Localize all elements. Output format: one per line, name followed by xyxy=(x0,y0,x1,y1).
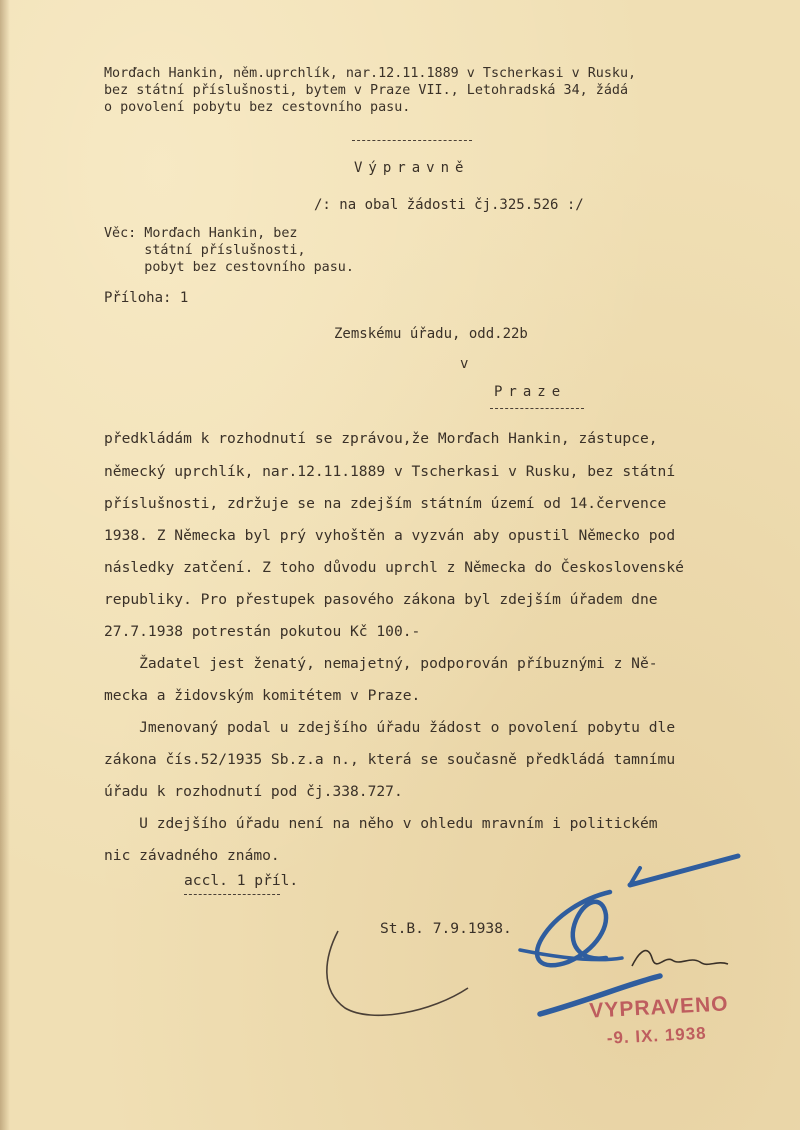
body-line: předkládám k rozhodnutí se zprávou,že Morďach Hankin, zástupce, xyxy=(104,430,658,447)
expedition-label: Výpravně xyxy=(354,160,470,176)
expedited-stamp xyxy=(589,992,731,1049)
official-signature xyxy=(632,951,728,966)
attachment-count: Příloha: 1 xyxy=(104,290,189,306)
body-line: U zdejšího úřadu není na něho v ohledu mravním i politickém xyxy=(104,815,658,832)
enclosure-note: accl. 1 příl. xyxy=(184,872,299,889)
header-line: o povolení pobytu bez cestovního pasu. xyxy=(104,100,411,115)
body-line: mecka a židovským komitétem v Praze. xyxy=(104,687,421,704)
body-line: Jmenovaný podal u zdejšího úřadu žádost o povolení pobytu dle xyxy=(104,719,676,736)
place-date: St.B. 7.9.1938. xyxy=(380,920,512,937)
subject-line: pobyt bez cestovního pasu. xyxy=(104,260,354,275)
initial-signature-scrawl xyxy=(327,931,468,1015)
stamp-date: -9. IX. 1938 xyxy=(606,1023,708,1048)
stamp-title: VYPRAVENO xyxy=(588,992,730,1023)
body-line: následky zatčení. Z toho důvodu uprchl z Německa do Československé xyxy=(104,559,684,576)
body-line: 27.7.1938 potrestán pokutou Kč 100.- xyxy=(104,623,421,640)
subject-line: státní příslušnosti, xyxy=(104,243,306,258)
expedition-reference: /: na obal žádosti čj.325.526 :/ xyxy=(314,197,584,213)
addressee-office: Zemskému úřadu, odd.22b xyxy=(334,326,528,342)
body-line: zákona čís.52/1935 Sb.z.a n., která se současně předkládá tamnímu xyxy=(104,751,676,768)
body-line: republiky. Pro přestupek pasového zákona byl zdejším úřadem dne xyxy=(104,591,658,608)
body-line: 1938. Z Německa byl prý vyhoštěn a vyzván aby opustil Německo pod xyxy=(104,527,676,544)
header-line: Morďach Hankin, něm.uprchlík, nar.12.11.1889 v Tscherkasi v Rusku, xyxy=(104,66,637,81)
addressee-preposition: v xyxy=(460,356,469,372)
body-line: Žadatel jest ženatý, nemajetný, podporován příbuznými z Ně- xyxy=(104,655,658,672)
body-line: úřadu k rozhodnutí pod čj.338.727. xyxy=(104,783,403,800)
blue-pencil-check-stroke xyxy=(630,856,738,885)
addressee-city: Praze xyxy=(494,384,567,400)
body-line: nic závadného známo. xyxy=(104,847,280,864)
header-line: bez státní příslušnosti, bytem v Praze VII., Letohradská 34, žádá xyxy=(104,83,629,98)
body-line: příslušnosti, zdržuje se na zdejším státním území od 14.července xyxy=(104,495,667,512)
subject-line: Věc: Morďach Hankin, bez xyxy=(104,226,298,241)
body-line: německý uprchlík, nar.12.11.1889 v Tscherkasi v Rusku, bez státní xyxy=(104,463,676,480)
